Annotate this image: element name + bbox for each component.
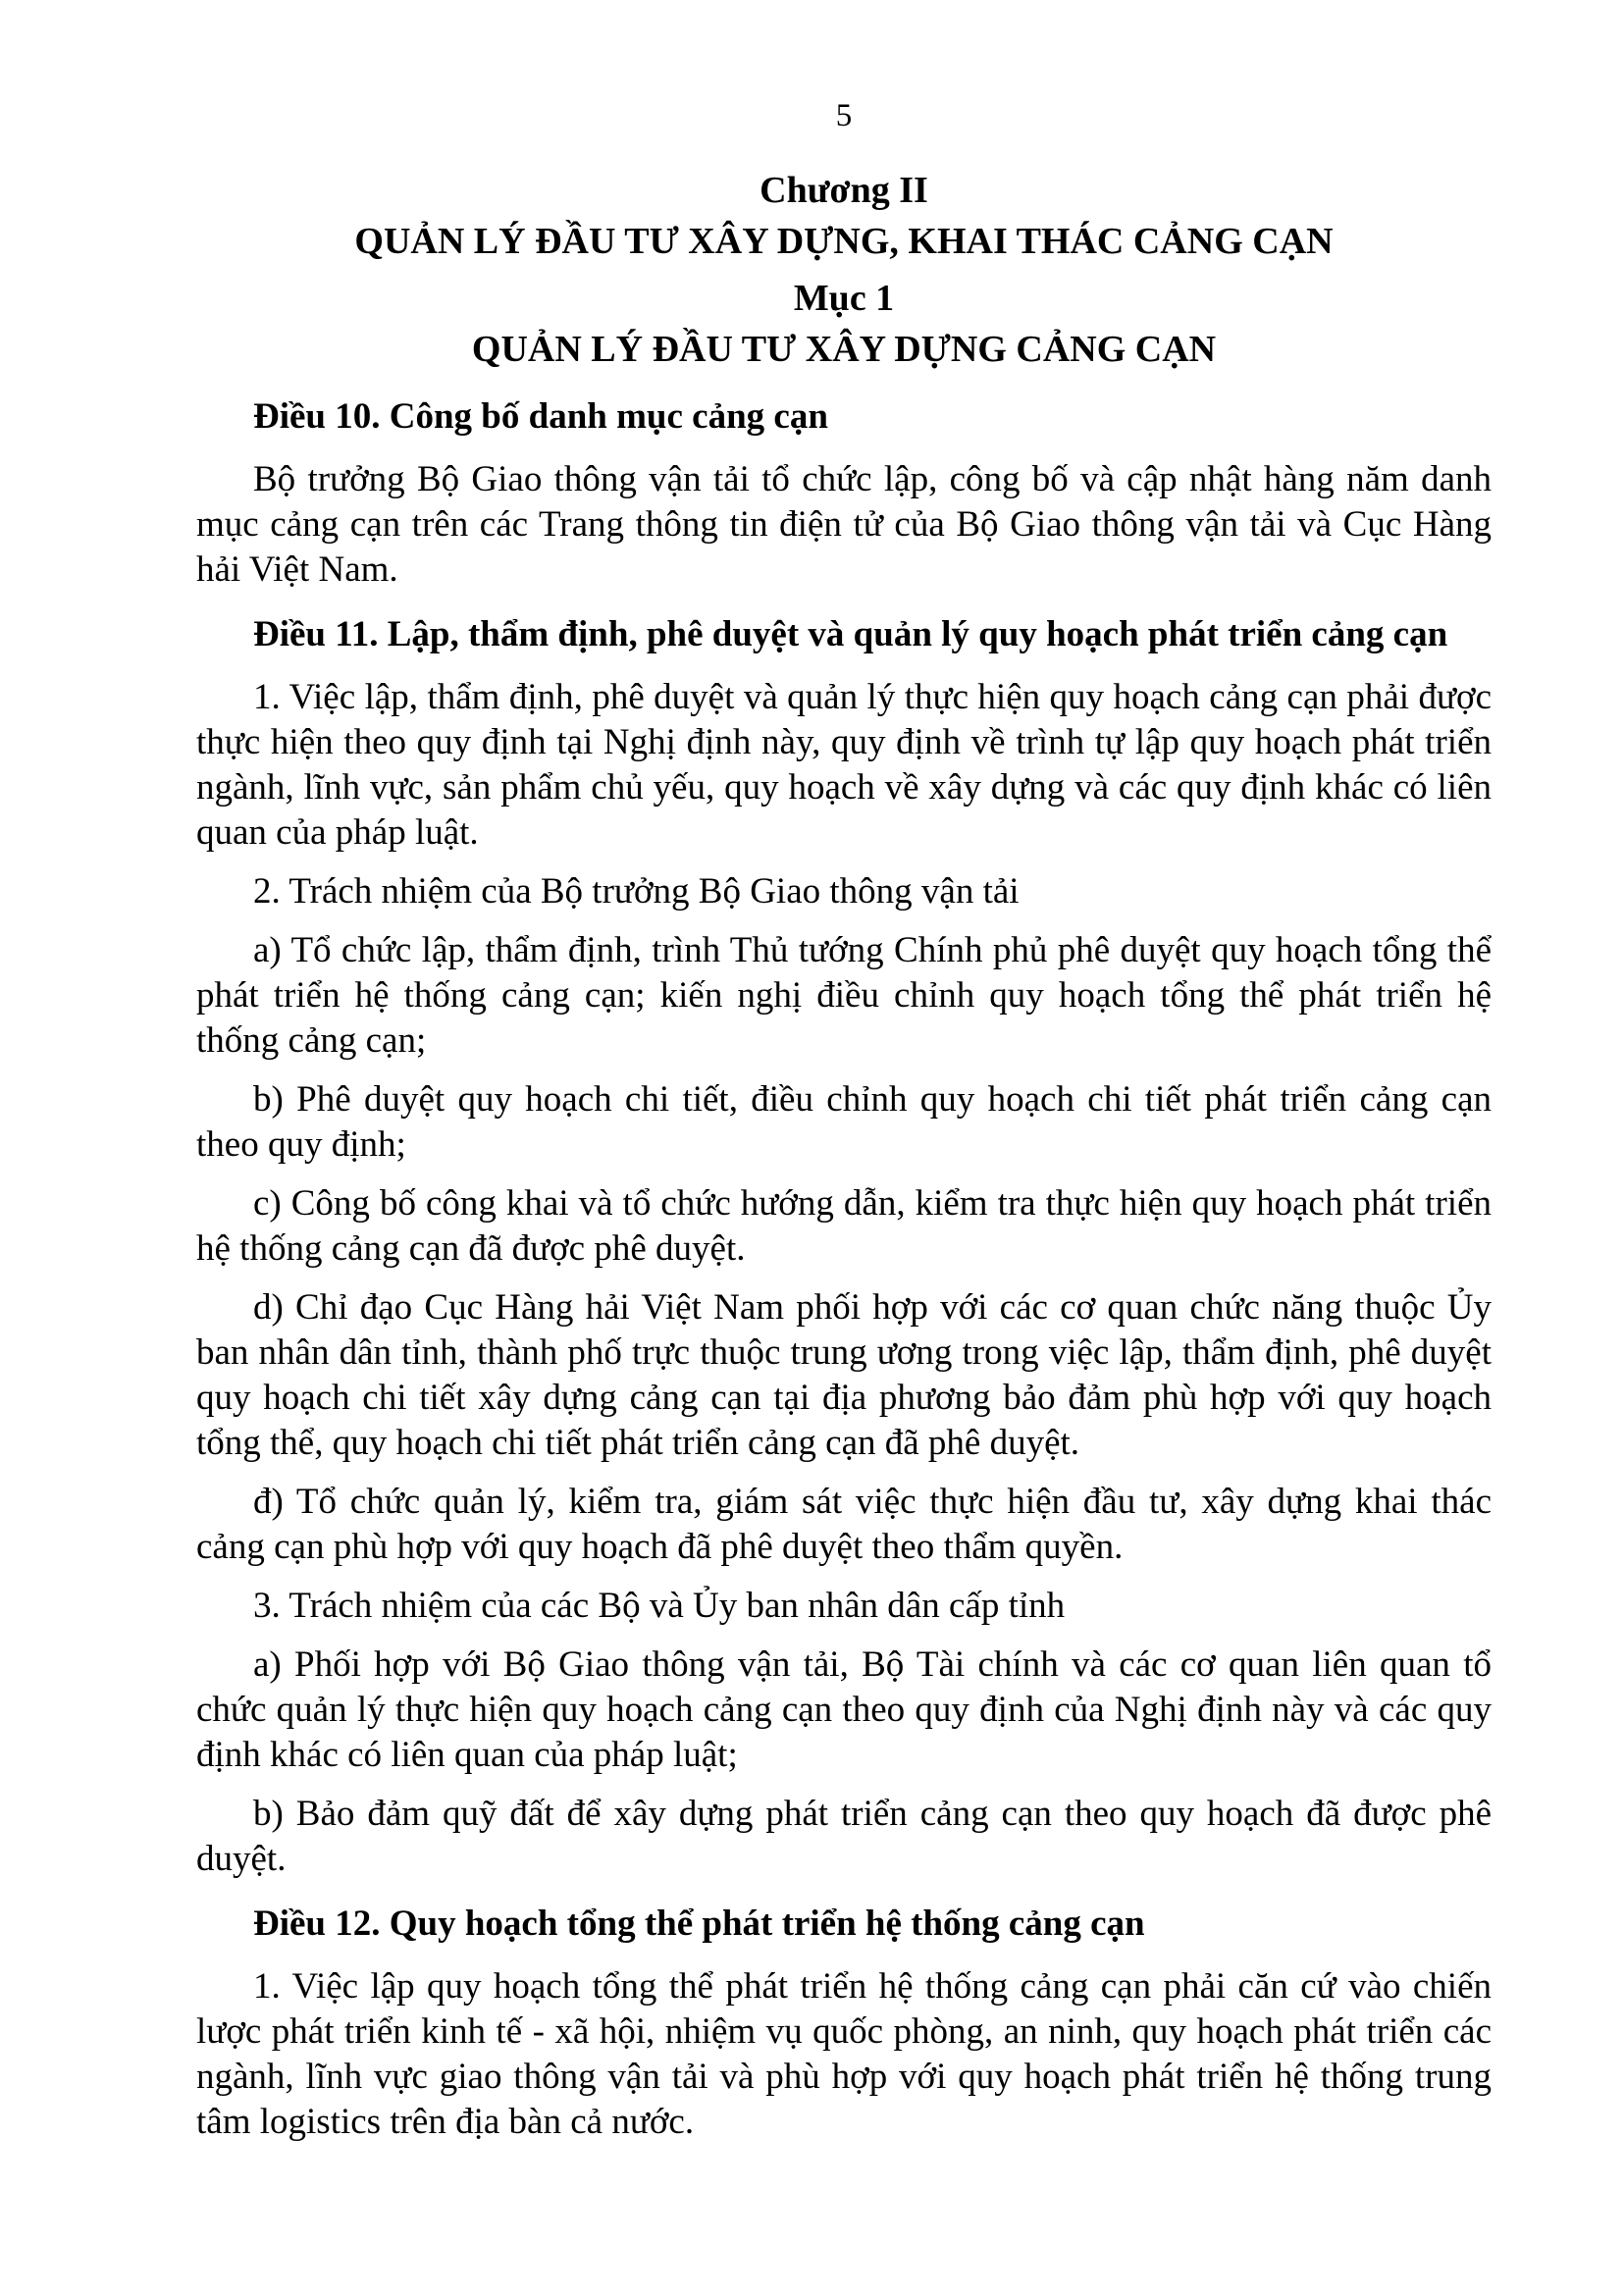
document-body — [196, 165, 1492, 2145]
article-12-clause-1: 1. Việc lập quy hoạch tổng thể phát triển hệ thống cảng cạn phải căn cứ vào chiến lược phát triển kinh tế - xã hội, nhiệm vụ quốc phòng, an ninh, quy hoạch phát triển các ngành, lĩnh vực giao thông vận tải và phù hợp với quy hoạch phát triển hệ thống trung tâm logistics trên địa bàn cả nước. — [196, 1966, 1492, 2142]
article-11-clause-2b: b) Phê duyệt quy hoạch chi tiết, điều chỉnh quy hoạch chi tiết phát triển cảng cạn theo quy định; — [196, 1079, 1492, 1165]
article-10-paragraph: Bộ trưởng Bộ Giao thông vận tải tổ chức lập, công bố và cập nhật hàng năm danh mục cảng cạn trên các Trang thông tin điện tử của Bộ Giao thông vận tải và Cục Hàng hải Việt Nam. — [196, 459, 1492, 590]
section-title: QUẢN LÝ ĐẦU TƯ XÂY DỰNG CẢNG CẠN — [471, 329, 1217, 370]
article-11-clause-2: 2. Trách nhiệm của Bộ trưởng Bộ Giao thông vận tải — [253, 871, 1020, 912]
chapter-label: Chương II — [760, 170, 928, 211]
article-11-clause-2c: c) Công bố công khai và tổ chức hướng dẫn, kiểm tra thực hiện quy hoạch phát triển hệ thống cảng cạn đã được phê duyệt. — [196, 1183, 1492, 1269]
section-label: Mục 1 — [793, 278, 895, 319]
page-number: 5 — [835, 98, 853, 133]
article-12-title: Điều 12. Quy hoạch tổng thể phát triển hệ thống cảng cạn — [253, 1904, 1145, 1944]
article-11-clause-3b: b) Bảo đảm quỹ đất để xây dựng phát triển cảng cạn theo quy hoạch đã được phê duyệt. — [196, 1794, 1492, 1879]
article-11-clause-1: 1. Việc lập, thẩm định, phê duyệt và quản lý thực hiện quy hoạch cảng cạn phải được thực hiện theo quy định tại Nghị định này, quy định về trình tự lập quy hoạch phát triển ngành, lĩnh vực, sản phẩm chủ yếu, quy hoạch về xây dựng và các quy định khác có liên quan của pháp luật. — [196, 677, 1492, 853]
chapter-title: QUẢN LÝ ĐẦU TƯ XÂY DỰNG, KHAI THÁC CẢNG CẠN — [354, 221, 1334, 262]
article-11-clause-2a: a) Tổ chức lập, thẩm định, trình Thủ tướng Chính phủ phê duyệt quy hoạch tổng thể phát triển hệ thống cảng cạn; kiến nghị điều chỉnh quy hoạch tổng thể phát triển hệ thống cảng cạn; — [196, 930, 1492, 1061]
article-11-clause-2dd: đ) Tổ chức quản lý, kiểm tra, giám sát việc thực hiện đầu tư, xây dựng khai thác cảng cạn phù hợp với quy hoạch đã phê duyệt theo thẩm quyền. — [196, 1482, 1492, 1567]
article-10-title: Điều 10. Công bố danh mục cảng cạn — [253, 396, 828, 437]
article-11-clause-3: 3. Trách nhiệm của các Bộ và Ủy ban nhân dân cấp tỉnh — [253, 1586, 1066, 1626]
article-11-clause-3a: a) Phối hợp với Bộ Giao thông vận tải, Bộ Tài chính và các cơ quan liên quan tổ chức quản lý thực hiện quy hoạch cảng cạn theo quy định của Nghị định này và các quy định khác có liên quan của pháp luật; — [196, 1644, 1492, 1775]
article-11-title: Điều 11. Lập, thẩm định, phê duyệt và quản lý quy hoạch phát triển cảng cạn — [253, 614, 1448, 654]
article-11-clause-2d: d) Chỉ đạo Cục Hàng hải Việt Nam phối hợp với các cơ quan chức năng thuộc Ủy ban nhân dân tỉnh, thành phố trực thuộc trung ương trong việc lập, thẩm định, phê duyệt quy hoạch chi tiết xây dựng cảng cạn tại địa phương bảo đảm phù hợp với quy hoạch tổng thể, quy hoạch chi tiết phát triển cảng cạn đã phê duyệt. — [196, 1287, 1492, 1463]
